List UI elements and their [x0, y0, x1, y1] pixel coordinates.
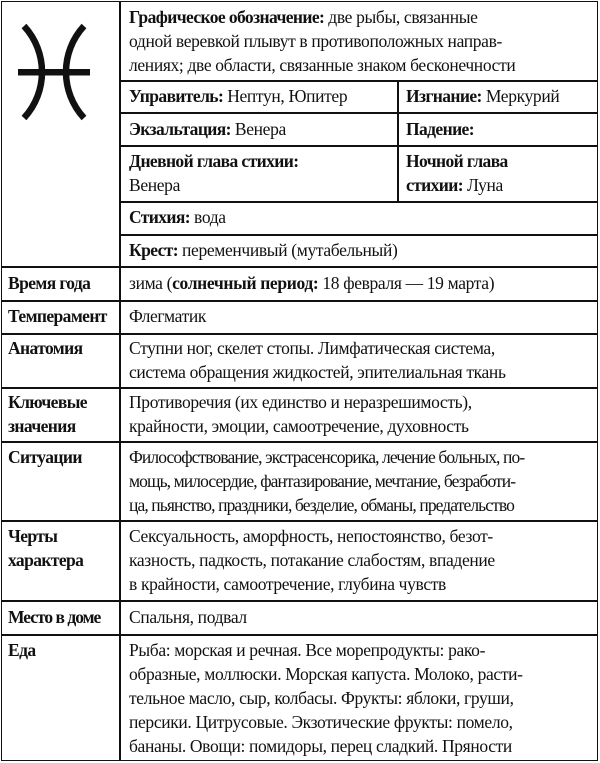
ruler-cell: [129, 84, 347, 108]
divider: [1, 441, 598, 443]
text-line: образные, моллюски. Морская капуста. Молоко, расти-: [129, 664, 523, 684]
day-ruler-value: Венера: [129, 175, 180, 195]
label-line: значения: [8, 416, 76, 436]
text-line: мощь, милосердие, фантазирование, мечтание, безработи-: [129, 471, 516, 491]
graphic-text: две рыбы, связанные: [324, 7, 478, 27]
text-line: казность, падкость, потакание слабостям, впадение: [129, 550, 495, 570]
night-ruler-label: Ночной глава: [406, 151, 508, 171]
row-value-character-traits: [129, 524, 495, 596]
graphic-text: лениях; две области, связанные знаком бесконечности: [129, 55, 516, 75]
divider: [119, 234, 598, 236]
text-line: персики. Цитрусовые. Экзотические фрукты: помело,: [129, 712, 513, 732]
divider: [1, 266, 598, 268]
divider: [1, 600, 598, 602]
text-line: ца, пьянство, праздники, безделие, обманы, предательство: [129, 495, 514, 515]
night-ruler-label: стихии:: [406, 175, 463, 195]
row-value-food: [129, 638, 523, 758]
text-line: Сексуальность, аморфность, непостоянство, безот-: [129, 526, 493, 546]
exaltation-label: Экзальтация:: [129, 119, 231, 139]
solar-period-value: 18 февраля — 19 марта): [318, 273, 495, 293]
season-text: зима (: [129, 273, 173, 293]
night-ruler-value: Луна: [463, 175, 503, 195]
element-cell: [129, 205, 226, 229]
solar-period-label: солнечный период:: [172, 273, 319, 293]
exile-value: Меркурий: [481, 86, 560, 106]
text-line: в крайности, самоотречение, глубина чувств: [129, 574, 446, 594]
text-line: Ступни ног, скелет стопы. Лимфатическая система,: [129, 338, 495, 358]
row-value-temperament: Флегматик: [129, 306, 207, 326]
text-line: Противоречия (их единство и неразрешимость),: [129, 392, 472, 412]
graphic-label: Графическое обозначение:: [129, 7, 325, 27]
exile-cell: [406, 84, 559, 108]
graphic-designation: [129, 5, 515, 77]
label-line: характера: [8, 550, 84, 570]
row-label-character-traits: [8, 524, 83, 572]
fall-label: Падение:: [406, 119, 474, 139]
label-line: Ключевые: [8, 392, 87, 412]
exaltation-value: Венера: [230, 119, 286, 139]
row-value-situations: [129, 445, 524, 517]
row-label-food: Еда: [8, 640, 36, 660]
day-ruler-cell: [129, 149, 298, 197]
row-value-anatomy: [129, 336, 506, 384]
ruler-value: Нептун, Юпитер: [223, 86, 348, 106]
exaltation-cell: [129, 117, 286, 141]
element-value: вода: [190, 207, 226, 227]
divider: [119, 145, 598, 147]
divider: [1, 634, 598, 636]
label-line: Черты: [8, 526, 58, 546]
text-line: система обращения жидкостей, эпителиальная ткань: [129, 362, 506, 382]
text-line: крайности, эмоции, самоотречение, духовность: [129, 416, 469, 436]
row-label-season: Время года: [8, 273, 91, 293]
divider: [1, 520, 598, 522]
night-ruler-cell: [406, 149, 508, 197]
divider: [119, 80, 598, 82]
divider: [119, 1, 121, 761]
pisces-icon: [14, 22, 94, 122]
divider: [1, 300, 598, 302]
cross-cell: [129, 238, 397, 262]
row-value-place-in-house: Спальня, подвал: [129, 607, 247, 627]
exile-label: Изгнание:: [406, 86, 482, 106]
element-label: Стихия:: [129, 207, 191, 227]
day-ruler-label: Дневной глава стихии:: [129, 151, 299, 171]
row-label-anatomy: Анатомия: [8, 338, 83, 358]
cross-label: Крест:: [129, 240, 178, 260]
row-label-temperament: Темперамент: [8, 306, 107, 326]
divider: [119, 112, 598, 114]
row-value-key-meanings: [129, 390, 472, 438]
divider: [119, 201, 598, 203]
row-value-season: [129, 271, 494, 295]
text-line: тельное масло, сыр, колбасы. Фрукты: яблоки, груши,: [129, 688, 514, 708]
divider: [1, 387, 598, 389]
text-line: Философствование, экстрасенсорика, лечение больных, по-: [129, 447, 525, 467]
row-label-key-meanings: [8, 390, 87, 438]
row-label-situations: Ситуации: [8, 447, 82, 467]
cross-value: переменчивый (мутабельный): [178, 240, 398, 260]
text-line: бананы. Овощи: помидоры, перец сладкий. Пряности: [129, 736, 512, 756]
graphic-text: одной веревкой плывут в противоположных направ-: [129, 31, 502, 51]
row-label-place-in-house: Место в доме: [8, 607, 101, 627]
divider: [397, 80, 399, 202]
divider: [1, 333, 598, 335]
ruler-label: Управитель:: [129, 86, 224, 106]
text-line: Рыба: морская и речная. Все морепродукты: рако-: [129, 640, 486, 660]
fall-cell: [406, 117, 474, 141]
